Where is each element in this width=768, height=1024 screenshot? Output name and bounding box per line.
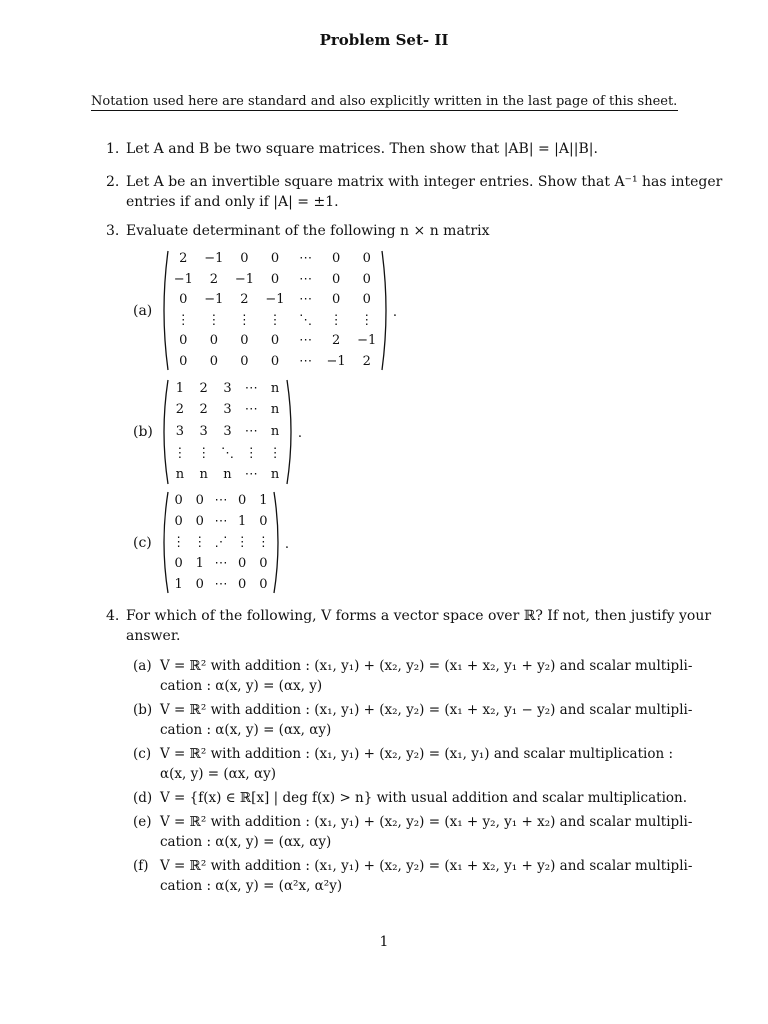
matrix-entry: −1 [173, 271, 193, 287]
matrix-entry: ⋯ [299, 251, 313, 267]
matrix-entry: ⋮ [172, 534, 186, 550]
problem-4 [106, 606, 712, 646]
matrix-entry: 0 [362, 251, 371, 267]
matrix-entry: 3 [175, 424, 185, 439]
left-parenthesis [164, 251, 168, 370]
matrix-entry: 1 [175, 380, 185, 396]
subpart-line-2: cation : α(x, y) = (αx, αy) [160, 834, 332, 850]
problem-text-line-2: entries if and only if |A| = ±1. [126, 194, 339, 210]
matrix-entry: 2 [362, 353, 371, 369]
matrix-entry: 0 [259, 576, 268, 592]
subpart-line-1: V = ℝ² with addition : (x₁, y₁) + (x₂, y₂) = (x₁ + x₂, y₁ + y₂) and scalar multipli- [160, 658, 693, 674]
subpart-label: (c) [133, 746, 152, 762]
matrix-entry: 0 [238, 492, 247, 508]
matrix-entry: ⋯ [299, 271, 313, 287]
matrix-entry: 0 [331, 251, 341, 267]
matrix-entry: 1 [238, 513, 247, 529]
matrix-entry: ⋯ [244, 467, 258, 483]
matrix-entry: 0 [174, 555, 183, 571]
matrix-entry: 0 [238, 555, 247, 571]
matrix-entry: −1 [234, 271, 254, 287]
matrix-entry: 2 [209, 271, 218, 287]
problem-text-line-1: Let A be an invertible square matrix with integer entries. Show that A⁻¹ has integer [126, 174, 723, 190]
matrix-entry: 0 [362, 292, 371, 308]
matrix-entry: −1 [357, 333, 377, 349]
matrix-entry: 2 [240, 292, 249, 308]
problem-number: 4. [106, 608, 120, 624]
matrix-entry: 3 [223, 402, 232, 418]
matrix-entry: ⋯ [214, 492, 228, 508]
matrix-entry: ⋮ [360, 312, 374, 328]
matrix-entry: ⋮ [173, 445, 187, 461]
matrix-entry: 2 [199, 380, 208, 396]
matrix-entry: n [270, 402, 280, 418]
matrix-b [160, 378, 305, 486]
problem-number: 2. [106, 174, 120, 190]
matrix-entry: −1 [204, 251, 224, 267]
subpart-line-1: V = {f(x) ∈ ℝ[x] | deg f(x) > n} with usual addition and scalar multiplication. [160, 790, 688, 806]
matrix-entry: 0 [331, 271, 341, 287]
matrix-entry: 0 [179, 353, 188, 369]
matrix-entry: n [175, 467, 185, 483]
matrix-entry: 0 [179, 292, 188, 308]
subpart-label: (f) [133, 858, 149, 874]
matrix-entry: ⋯ [214, 576, 228, 592]
matrix-c [160, 490, 292, 595]
subpart-line-1: V = ℝ² with addition : (x₁, y₁) + (x₂, y₂) = (x₁, y₁) and scalar multiplication : [160, 746, 673, 762]
matrix-entry: ⋱ [299, 312, 313, 328]
subpart-line-2: α(x, y) = (αx, αy) [160, 766, 276, 782]
matrix-entry: 3 [223, 380, 232, 396]
matrix-entry: ⋯ [299, 333, 313, 349]
notation-underline [91, 110, 678, 111]
notation-note: Notation used here are standard and also explicitly written in the last page of this sheet. [91, 94, 678, 109]
matrix-entry: 0 [195, 513, 204, 529]
matrix-entry: ⋯ [244, 380, 258, 396]
matrix-a [160, 249, 400, 372]
matrix-entry: 0 [174, 513, 183, 529]
right-parenthesis [287, 380, 291, 484]
matrix-entry: 0 [179, 333, 188, 349]
matrix-c-label: (c) [133, 535, 152, 551]
matrix-entry: ⋯ [214, 513, 228, 529]
matrix-entry: 3 [199, 424, 208, 439]
matrix-entry: 0 [331, 292, 341, 308]
matrix-entry: 0 [270, 353, 280, 369]
subpart-line-2: cation : α(x, y) = (α²x, α²y) [160, 878, 343, 894]
matrix-entry: ⋯ [214, 555, 228, 571]
subpart-line-1: V = ℝ² with addition : (x₁, y₁) + (x₂, y₂) = (x₁ + x₂, y₁ + y₂) and scalar multipli- [160, 858, 693, 874]
problem-text: Let A and B be two square matrices. Then show that |AB| = |A||B|. [126, 141, 598, 157]
matrix-entry: ⋮ [244, 445, 258, 461]
matrix-trailing-period: . [297, 426, 303, 441]
matrix-entry: ⋮ [268, 445, 282, 461]
problem-text-line-2: answer. [126, 628, 181, 644]
matrix-entry: 3 [223, 424, 232, 439]
matrix-entry: n [199, 467, 208, 483]
subpart-line-1: V = ℝ² with addition : (x₁, y₁) + (x₂, y₂) = (x₁ + x₂, y₁ − y₂) and scalar multipli- [160, 702, 693, 718]
matrix-entry: ⋮ [176, 312, 190, 328]
matrix-entry: 0 [209, 333, 218, 349]
matrix-entry: 0 [195, 492, 204, 508]
right-parenthesis [274, 492, 278, 593]
matrix-entry: ⋮ [237, 312, 251, 328]
matrix-entry: 0 [270, 251, 280, 267]
matrix-entry: 0 [270, 333, 280, 349]
matrix-entry: 0 [240, 251, 249, 267]
matrix-entry: 0 [259, 555, 268, 571]
page-number: 1 [379, 934, 389, 950]
matrix-entry: 1 [259, 492, 268, 508]
matrix-entry: ⋮ [197, 445, 211, 461]
matrix-trailing-period: . [392, 304, 398, 320]
matrix-entry: n [270, 467, 280, 483]
matrix-entry: ⋮ [329, 312, 343, 328]
subpart-label: (b) [133, 702, 153, 718]
matrix-entry: ⋮ [207, 312, 221, 328]
matrix-entry: 0 [174, 492, 183, 508]
subpart-label: (a) [133, 658, 152, 674]
matrix-entry: ⋮ [268, 312, 282, 328]
matrix-entry: −1 [265, 292, 285, 308]
matrix-entry: 0 [240, 353, 249, 369]
matrix-entry: 0 [238, 576, 247, 592]
matrix-entry: 1 [195, 555, 204, 571]
subpart-label: (e) [133, 814, 152, 830]
matrix-entry: ⋯ [299, 353, 313, 369]
matrix-entry: 2 [175, 402, 185, 418]
matrix-entry: 0 [209, 353, 218, 369]
matrix-entry: ⋰ [214, 534, 228, 550]
matrix-entry: 0 [362, 271, 371, 287]
page-title: Problem Set- II [319, 31, 449, 49]
matrix-entry: ⋮ [193, 534, 207, 550]
subpart-line-2: cation : α(x, y) = (αx, y) [160, 678, 323, 694]
matrix-entry: 2 [331, 333, 341, 349]
problem-number: 1. [106, 141, 120, 157]
matrix-entry: ⋯ [244, 402, 258, 418]
matrix-a-label: (a) [133, 303, 153, 319]
matrix-entry: 0 [270, 271, 280, 287]
matrix-entry: n [270, 424, 280, 439]
subpart-line-2: cation : α(x, y) = (αx, αy) [160, 722, 332, 738]
matrix-entry: ⋱ [220, 445, 234, 461]
matrix-entry: n [270, 380, 280, 396]
matrix-entry: 1 [174, 576, 183, 592]
problem-2 [106, 172, 723, 212]
problem-text: Evaluate determinant of the following n × n matrix [126, 223, 490, 239]
matrix-entry: 0 [259, 513, 268, 529]
matrix-entry: 0 [195, 576, 204, 592]
matrix-entry: 0 [240, 333, 249, 349]
right-parenthesis [382, 251, 386, 370]
matrix-entry: −1 [204, 292, 224, 308]
matrix-entry: n [223, 467, 232, 483]
matrix-entry: 2 [179, 251, 188, 267]
matrix-entry: ⋮ [235, 534, 249, 550]
matrix-entry: 2 [199, 402, 208, 418]
problem-number: 3. [106, 223, 120, 239]
matrix-trailing-period: . [284, 536, 290, 552]
subpart-label: (d) [133, 790, 153, 806]
matrix-entry: ⋯ [299, 292, 313, 308]
subpart-line-1: V = ℝ² with addition : (x₁, y₁) + (x₂, y₂) = (x₁ + y₂, y₁ + x₂) and scalar multipli- [160, 814, 693, 830]
problem-text-line-1: For which of the following, V forms a vector space over ℝ? If not, then justify your [126, 608, 712, 624]
matrix-b-label: (b) [133, 424, 153, 440]
matrix-entry: ⋮ [256, 534, 270, 550]
matrix-entry: −1 [326, 353, 346, 369]
matrix-entry: ⋯ [244, 424, 258, 439]
